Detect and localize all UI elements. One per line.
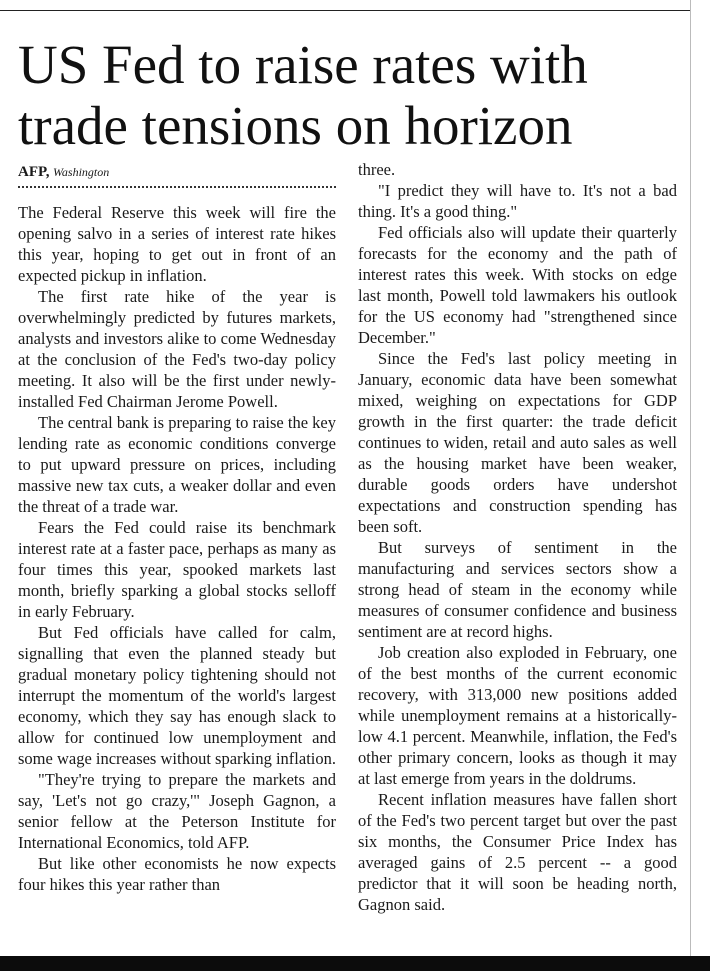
paragraph: The central bank is preparing to raise the key lending rate as economic conditions converge to put upward pressure on prices, including massive new tax cuts, a weaker dollar and even the threat of a trade war. — [18, 413, 336, 516]
headline: US Fed to raise rates with trade tensions on horizon — [18, 34, 588, 156]
top-rule — [0, 10, 690, 11]
paragraph: The first rate hike of the year is overwhelmingly predicted by futures markets, analysts and investors alike to come Wednesday at the conclusion of the Fed's two-day policy meeting. It also will be the first under newly-installed Fed Chairman Jerome Powell. — [18, 287, 336, 411]
bottom-edge-band — [0, 956, 710, 971]
paragraph: Fed officials also will update their quarterly forecasts for the economy and the path of interest rates this week. With stocks on edge last month, Powell told lawmakers his outlook for the US economy had "strengthened since December." — [358, 223, 677, 347]
paragraph: Job creation also exploded in February, one of the best months of the current economic recovery, with 313,000 new positions added while unemployment remains at a historically-low 4.1 percent. Meanwhile, inflation, the Fed's other primary concern, looks as though it may at last emerge from years in the doldrums. — [358, 643, 677, 788]
byline-place: Washington — [53, 165, 110, 179]
paragraph: Since the Fed's last policy meeting in January, economic data have been somewhat mixed, weighing on expectations for GDP growth in the first quarter: the trade deficit continues to widen, retail and auto sales as well as the housing market have been weaker, durable goods orders have undershot expectations and construction spending has been soft. — [358, 349, 677, 536]
byline — [18, 162, 109, 183]
paragraph: But like other economists he now expects four hikes this year rather than — [18, 854, 336, 894]
article-column-left — [18, 202, 336, 895]
paragraph: "They're trying to prepare the markets and say, 'Let's not go crazy,'" Joseph Gagnon, a senior fellow at the Peterson Institute for International Economics, told AFP. — [18, 770, 336, 852]
paragraph: The Federal Reserve this week will fire the opening salvo in a series of interest rate hikes this year, hoping to get out in front of an expected pickup in inflation. — [18, 203, 336, 285]
article-column-right — [358, 159, 677, 915]
paragraph: "I predict they will have to. It's not a bad thing. It's a good thing." — [358, 181, 677, 221]
column-edge-rule — [690, 0, 691, 960]
paragraph: three. — [358, 160, 396, 179]
paragraph: But Fed officials have called for calm, signalling that even the planned steady but gradual monetary policy tightening should not interrupt the momentum of the world's largest economy, which they say has enough slack to allow for continued low unemployment and some wage increases without sparking inflation. — [18, 623, 337, 768]
dotted-separator — [18, 186, 336, 188]
paragraph: But surveys of sentiment in the manufacturing and services sectors show a strong head of steam in the economy while measures of consumer confidence and business sentiment are at record highs. — [358, 538, 677, 641]
paragraph: Recent inflation measures have fallen short of the Fed's two percent target but over the past six months, the Consumer Price Index has averaged gains of 2.5 percent -- a good predictor that it will soon be heading north, Gagnon said. — [358, 790, 677, 914]
paragraph: Fears the Fed could raise its benchmark interest rate at a faster pace, perhaps as many as four times this year, spooked markets last month, briefly sparking a global stocks selloff in early February. — [18, 518, 336, 621]
byline-agency: AFP, — [18, 164, 50, 180]
